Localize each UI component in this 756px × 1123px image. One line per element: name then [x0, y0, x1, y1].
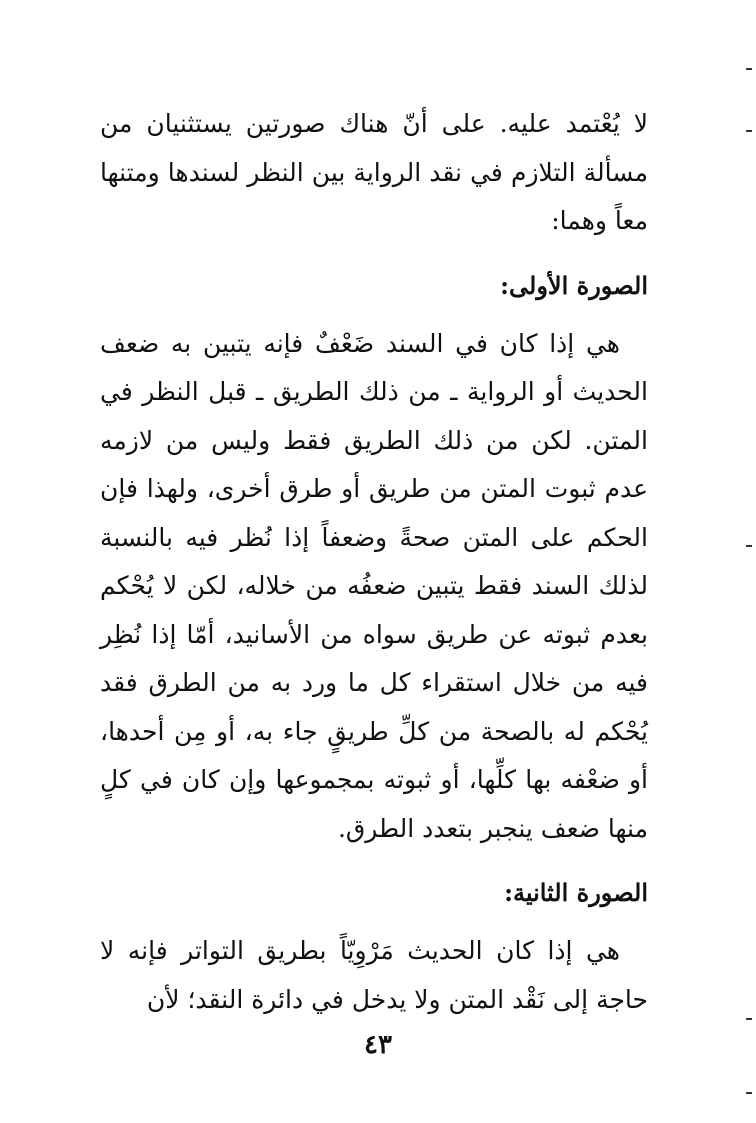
margin-mark: [746, 1092, 752, 1094]
page-number: ٤٣: [364, 1030, 392, 1060]
page-body: [100, 100, 648, 1024]
margin-mark: [746, 130, 752, 132]
first-section-heading: الصورة الأولى:: [500, 270, 648, 300]
first-section-paragraph: هي إذا كان في السند ضَعْفٌ فإنه يتبين به ضعف الحديث أو الرواية ـ من ذلك الطريق ـ قبل النظر في المتن. لكن من ذلك الطريق فقط وليس من لازمه عدم ثبوت المتن من طريق أو طرق أخرى، ولهذا فإن الحكم على المتن صحةً وضعفاً إذا نُظر فيه بالنسبة لذلك السند فقط يتبين ضعفُه من خلاله، لكن لا يُحْكم بعدم ثبوته عن طريق سواه من الأسانيد، أمّا إذا نُظِر فيه من خلال استقراء كل ما ورد به من الطرق فقد يُحْكم له بالصحة من كلِّ طريقٍ جاء به، أو مِن أحدها، أو ضعْفه بها كلِّها، أو ثبوته بمجموعها وإن كان في كلٍ منها ضعف ينجبر بتعدد الطرق.: [100, 328, 648, 843]
margin-mark: [746, 68, 752, 70]
spacer: [100, 853, 648, 859]
margin-mark: [746, 1018, 752, 1020]
intro-paragraph: لا يُعْتمد عليه. على أنّ هناك صورتين يستثنيان من مسألة التلازم في نقد الرواية بين النظر لسندها ومتنها معاً وهما:: [100, 109, 648, 235]
spacer: [100, 246, 648, 252]
second-section-heading: الصورة الثانية:: [504, 878, 648, 907]
second-section-paragraph: هي إذا كان الحديث مَرْوِيّاً بطريق التواتر فإنه لا حاجة إلى نَقْد المتن ولا يدخل في دائرة النقد؛ لأن: [100, 936, 648, 1014]
margin-mark: [746, 545, 752, 547]
